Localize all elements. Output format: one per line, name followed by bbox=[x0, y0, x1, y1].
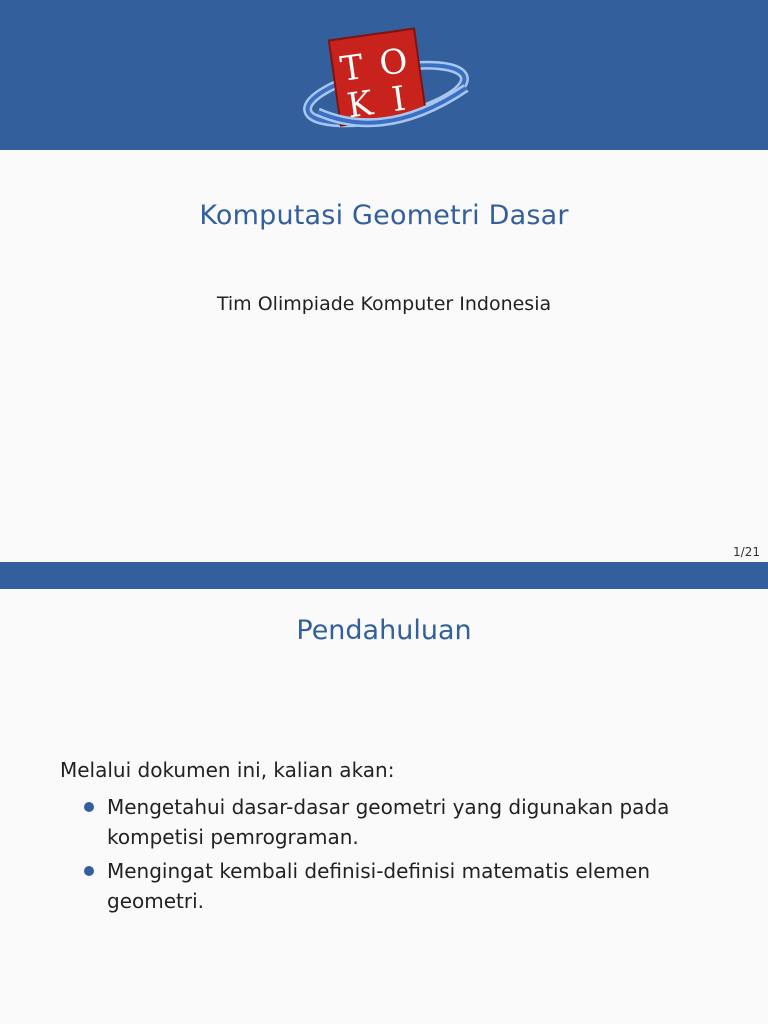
logo-letter-o: O bbox=[376, 40, 411, 85]
toki-logo bbox=[298, 24, 474, 136]
logo-letter-i: I bbox=[389, 78, 409, 121]
bullet-item bbox=[80, 792, 680, 852]
bullet-icon bbox=[84, 866, 94, 876]
logo-letter-k: K bbox=[344, 83, 376, 127]
presentation-title: Komputasi Geometri Dasar bbox=[199, 200, 569, 231]
bullet-list bbox=[80, 792, 680, 920]
page-number: 1/21 bbox=[733, 545, 760, 559]
slide-header-bar bbox=[0, 0, 768, 150]
presentation-author: Tim Olimpiade Komputer Indonesia bbox=[216, 293, 552, 315]
intro-text: Melalui dokumen ini, kalian akan: bbox=[60, 758, 395, 782]
bullet-item bbox=[80, 856, 680, 916]
bullet-text: Mengetahui dasar-dasar geometri yang digunakan pada kompetisi pemrograman. bbox=[107, 795, 670, 849]
bullet-icon bbox=[84, 802, 94, 812]
bullet-text: Mengingat kembali definisi-definisi matematis elemen geometri. bbox=[107, 859, 651, 913]
logo-letter-t: T bbox=[337, 47, 367, 90]
slide-title: Pendahuluan bbox=[296, 615, 472, 646]
slide-header-bar bbox=[0, 562, 768, 589]
